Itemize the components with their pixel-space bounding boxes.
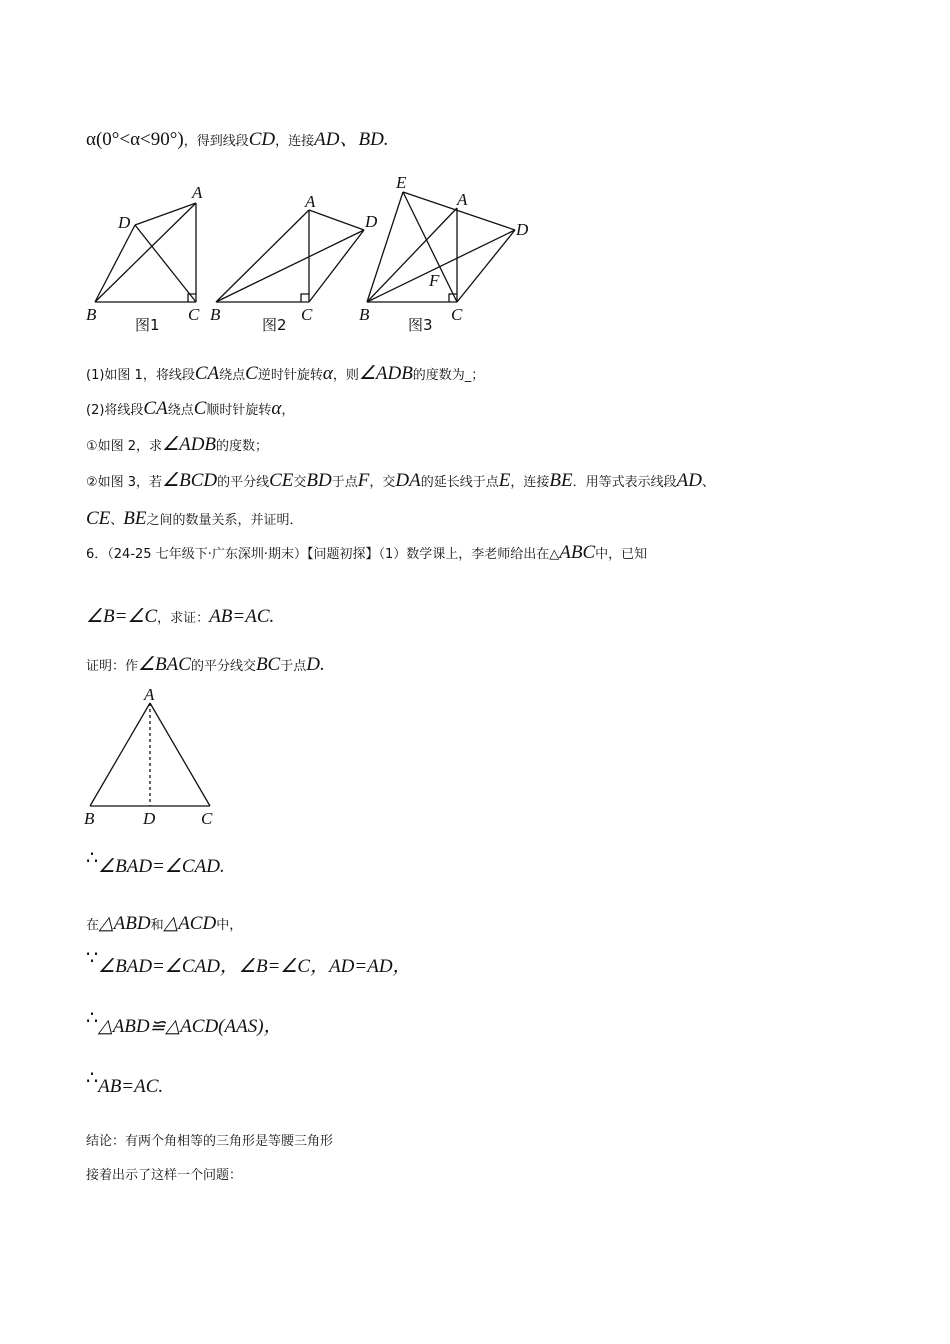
fig3-label-a: A	[457, 190, 468, 209]
proof-step-2: 在△ABD和△ACD中，	[86, 913, 243, 934]
fig2-label-d: D	[365, 212, 378, 231]
figure-1	[86, 183, 203, 334]
proof-step-5: ∴AB=AC.	[86, 1068, 164, 1097]
fig2-caption: 图2	[262, 316, 287, 334]
fig2-label-a: A	[305, 192, 316, 211]
fig3-label-c: C	[451, 305, 463, 324]
fig1-label-c: C	[188, 305, 200, 324]
fig1-label-b: B	[86, 305, 97, 324]
intro-line: α(0°<α<90°)，得到线段CD，连接AD、BD.	[86, 129, 389, 150]
proof-step-4: ∴△ABD≌△ACD(AAS)，	[86, 1008, 283, 1037]
fig3-label-d: D	[516, 220, 529, 239]
fig1-label-a: A	[192, 183, 203, 202]
figure-2	[210, 192, 378, 334]
proof-intro: 证明：作∠BAC的平分线交BC于点D.	[86, 654, 325, 675]
fig3-label-e: E	[396, 173, 407, 192]
fig3-label-b: B	[359, 305, 370, 324]
tri-label-a: A	[144, 686, 155, 704]
tri-label-d: D	[143, 809, 156, 828]
problem-6-header: 6．（24-25 七年级下·广东深圳·期末）【问题初探】（1）数学课上，李老师给出在△ABC中，已知	[86, 542, 648, 563]
question-2-part-2-cont: CE、BE之间的数量关系，并证明．	[86, 508, 303, 529]
tri-label-c: C	[201, 809, 213, 828]
fig1-label-d: D	[118, 213, 131, 232]
fig2-label-c: C	[301, 305, 313, 324]
figure-3	[359, 173, 529, 334]
next-problem-intro: 接着出示了这样一个问题：	[86, 1168, 243, 1183]
question-1: (1)如图 1，将线段CA绕点C逆时针旋转α，则∠ADB的度数为_；	[86, 363, 485, 384]
triangle-figure	[80, 686, 230, 831]
fig3-label-f: F	[429, 271, 440, 290]
proof-step-1: ∴∠BAD=∠CAD.	[86, 848, 225, 877]
given-line: ∠B=∠C，求证：AB=AC.	[86, 606, 275, 627]
question-2-part-2: ②如图 3，若∠BCD的平分线CE交BD于点F，交DA的延长线于点E，连接BE．用等式表示线段AD、	[86, 470, 715, 491]
fig3-caption: 图3	[408, 316, 433, 334]
fig2-label-b: B	[210, 305, 221, 324]
question-2-part-1: ①如图 2，求∠ADB的度数；	[86, 434, 269, 455]
figures-1-2-3	[80, 170, 550, 340]
tri-label-b: B	[84, 809, 95, 828]
proof-step-3: ∵∠BAD=∠CAD，∠B=∠C，AD=AD，	[86, 948, 412, 977]
conclusion: 结论：有两个角相等的三角形是等腰三角形	[86, 1134, 334, 1149]
fig1-caption: 图1	[135, 316, 160, 334]
question-2: (2)将线段CA绕点C顺时针旋转α，	[86, 398, 295, 419]
